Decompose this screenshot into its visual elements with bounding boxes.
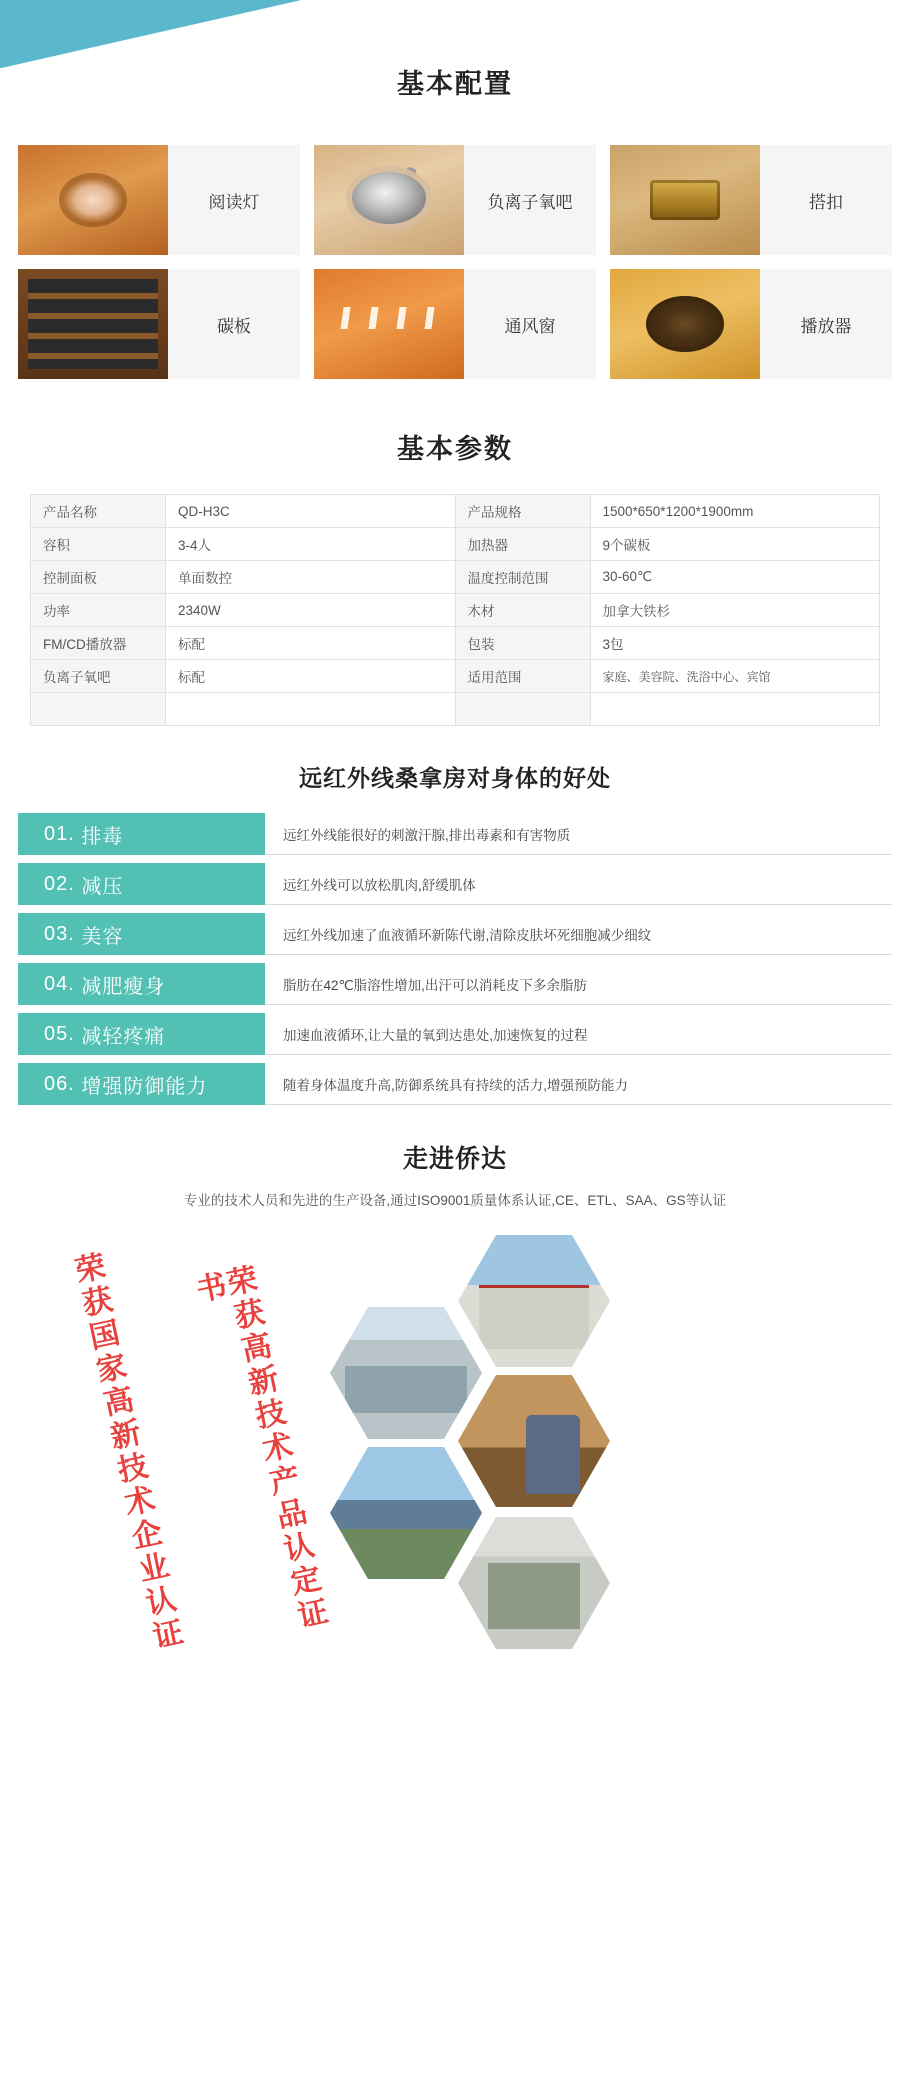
feature-label: 负离子氧吧	[487, 192, 573, 212]
player-speaker-photo	[610, 269, 760, 379]
benefit-heading	[18, 1063, 265, 1105]
params-table-wrap	[0, 494, 910, 726]
carbon-panel-photo	[18, 269, 168, 379]
param-key: 产品名称	[31, 495, 166, 528]
benefit-number: 03.	[44, 922, 75, 945]
feature-label: 搭扣	[809, 192, 843, 212]
latch-photo	[610, 145, 760, 255]
param-key: 加热器	[455, 528, 590, 561]
table-row	[31, 528, 880, 561]
feature-cell	[314, 145, 596, 255]
benefits-title: 远红外线桑拿房对身体的好处	[299, 765, 611, 791]
benefit-description: 脂肪在42℃脂溶性增加,出汗可以消耗皮下多余脂肪	[265, 963, 892, 1005]
company-title: 走进侨达	[402, 1145, 507, 1173]
table-row	[31, 561, 880, 594]
factory-aerial-photo	[330, 1447, 482, 1579]
benefit-description: 远红外线加速了血液循环新陈代谢,清除皮肤坏死细胞减少细纹	[265, 913, 892, 955]
feature-label: 播放器	[800, 316, 852, 336]
honor-text-1: 荣获国家高新技术企业认证	[67, 1249, 185, 1656]
param-value: 1500*650*1200*1900mm	[590, 495, 880, 528]
ion-oxygen-bar-photo	[314, 145, 464, 255]
param-value: 30-60℃	[590, 561, 880, 594]
benefits-list	[0, 813, 910, 1105]
benefit-heading	[18, 863, 265, 905]
benefit-heading	[18, 963, 265, 1005]
table-row	[31, 693, 880, 726]
param-key	[455, 693, 590, 726]
param-key: 木材	[455, 594, 590, 627]
benefit-name: 减肥瘦身	[81, 975, 166, 998]
factory-building-photo	[458, 1235, 610, 1367]
benefit-heading	[18, 913, 265, 955]
list-item	[18, 963, 892, 1005]
photo-hex-cluster	[330, 1235, 630, 1655]
param-value: 标配	[166, 627, 456, 660]
benefit-description: 加速血液循环,让大量的氧到达患处,加速恢复的过程	[265, 1013, 892, 1055]
benefit-number: 02.	[44, 872, 75, 895]
table-row	[31, 594, 880, 627]
feature-label: 阅读灯	[208, 192, 260, 212]
param-key: 温度控制范围	[455, 561, 590, 594]
benefit-number: 06.	[44, 1072, 75, 1095]
benefit-name: 增强防御能力	[81, 1075, 208, 1098]
office-interior-photo	[330, 1307, 482, 1439]
page-title: 基本配置	[397, 69, 513, 99]
benefit-heading	[18, 1013, 265, 1055]
benefit-description: 远红外线能很好的刺激汗腺,排出毒素和有害物质	[265, 813, 892, 855]
params-title: 基本参数	[397, 434, 513, 464]
feature-cell	[18, 145, 300, 255]
benefit-name: 减轻疼痛	[81, 1025, 166, 1048]
feature-cell	[314, 269, 596, 379]
param-key: 适用范围	[455, 660, 590, 693]
honor-text-2: 荣获高新技术产品认定证书	[188, 1262, 330, 1636]
param-value: 标配	[166, 660, 456, 693]
param-value: QD-H3C	[166, 495, 456, 528]
feature-cell	[610, 145, 892, 255]
param-key: 包装	[455, 627, 590, 660]
benefit-name: 排毒	[81, 825, 124, 848]
honors-and-photos	[0, 1235, 910, 1665]
benefit-heading	[18, 813, 265, 855]
table-row	[31, 660, 880, 693]
param-value: 加拿大铁杉	[590, 594, 880, 627]
list-item	[18, 1063, 892, 1105]
benefit-name: 减压	[81, 875, 124, 898]
feature-label: 通风窗	[504, 316, 556, 336]
param-key: 产品规格	[455, 495, 590, 528]
benefit-number: 05.	[44, 1022, 75, 1045]
feature-label: 碳板	[217, 316, 251, 336]
page-footer-space	[0, 1665, 910, 1685]
table-row	[31, 627, 880, 660]
param-value: 家庭、美容院、洗浴中心、宾馆	[590, 660, 880, 693]
page-header	[0, 0, 910, 145]
benefit-description: 随着身体温度升高,防御系统具有持续的活力,增强预防能力	[265, 1063, 892, 1105]
param-value: 3包	[590, 627, 880, 660]
params-table	[30, 494, 880, 726]
param-value: 3-4人	[166, 528, 456, 561]
benefit-name: 美容	[81, 925, 124, 948]
benefit-description: 远红外线可以放松肌肉,舒缓肌体	[265, 863, 892, 905]
param-key: FM/CD播放器	[31, 627, 166, 660]
feature-cell	[18, 269, 300, 379]
param-value: 单面数控	[166, 561, 456, 594]
woodworking-machine-photo	[458, 1517, 610, 1649]
list-item	[18, 913, 892, 955]
feature-grid	[0, 145, 910, 379]
list-item	[18, 813, 892, 855]
benefit-number: 01.	[44, 822, 75, 845]
workshop-worker-photo	[458, 1375, 610, 1507]
vent-window-photo	[314, 269, 464, 379]
param-key: 控制面板	[31, 561, 166, 594]
list-item	[18, 1013, 892, 1055]
param-key: 容积	[31, 528, 166, 561]
param-key: 功率	[31, 594, 166, 627]
param-value: 2340W	[166, 594, 456, 627]
teal-corner-decoration	[0, 0, 300, 68]
company-subtitle: 专业的技术人员和先进的生产设备,通过ISO9001质量体系认证,CE、ETL、SAA、GS等认证	[183, 1193, 727, 1208]
benefit-number: 04.	[44, 972, 75, 995]
param-value	[166, 693, 456, 726]
feature-cell	[610, 269, 892, 379]
param-key	[31, 693, 166, 726]
table-row	[31, 495, 880, 528]
list-item	[18, 863, 892, 905]
param-value: 9个碳板	[590, 528, 880, 561]
param-key: 负离子氧吧	[31, 660, 166, 693]
reading-light-photo	[18, 145, 168, 255]
param-value	[590, 693, 880, 726]
